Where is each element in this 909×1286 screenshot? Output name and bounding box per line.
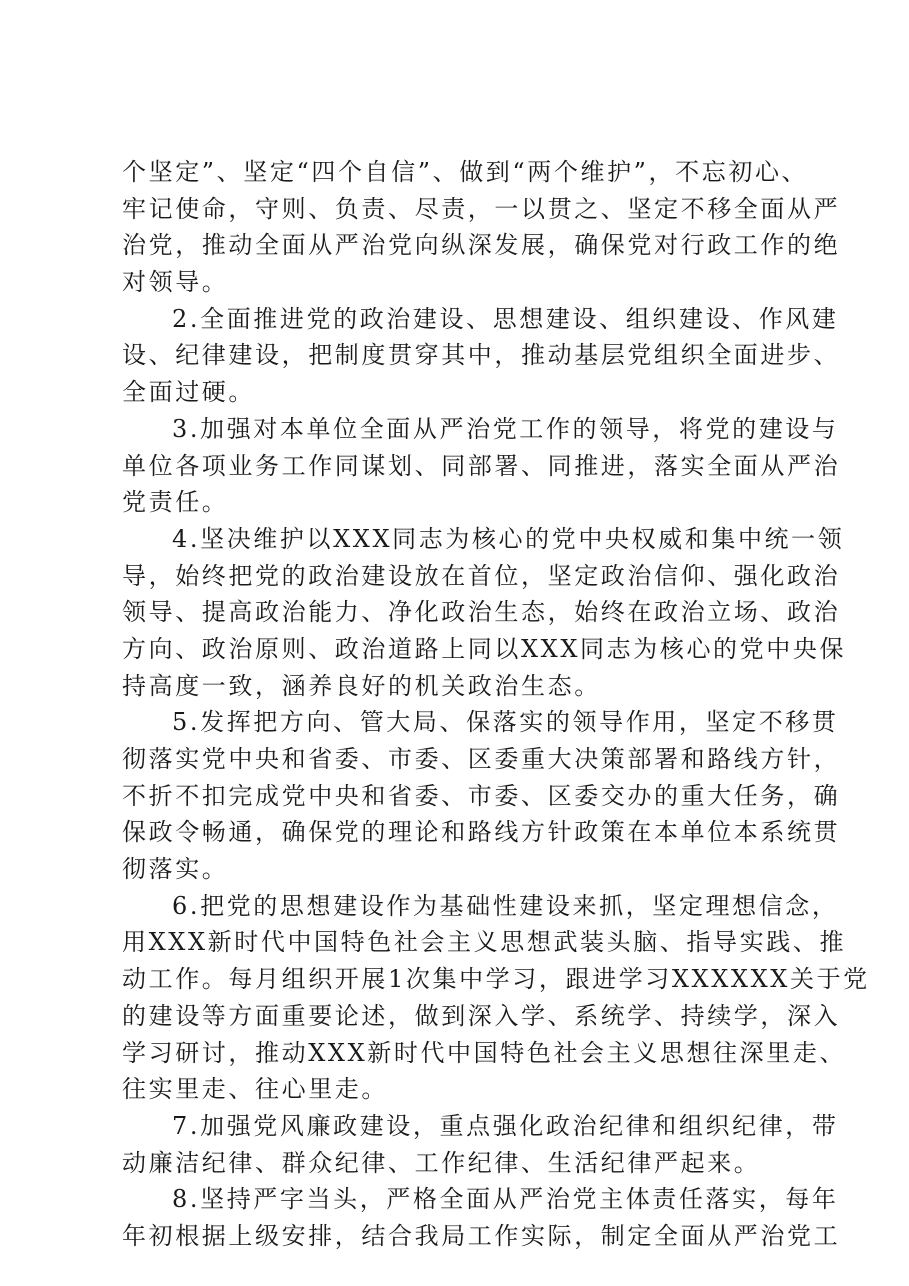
paragraph-start-line: 8.坚持严字当头，严格全面从严治党主体责任落实，每年 bbox=[172, 1185, 839, 1214]
paragraph-start-line: 4.坚决维护以XXX同志为核心的党中央权威和集中统一领 bbox=[172, 524, 845, 553]
paragraph-start-line: 5.发挥把方向、管大局、保落实的领导作用，坚定不移贯 bbox=[172, 708, 839, 737]
text-line: 用XXX新时代中国特色社会主义思想武装头脑、指导实践、推 bbox=[122, 928, 847, 957]
text-line: 动廉洁纪律、群众纪律、工作纪律、生活纪律严起来。 bbox=[122, 1148, 761, 1177]
text-line: 彻落实党中央和省委、市委、区委重大决策部署和路线方针， bbox=[122, 745, 841, 773]
text-line: 保政令畅通，确保党的理论和路线方针政策在本单位本系统贯 bbox=[122, 818, 841, 847]
text-line: 对领导。 bbox=[122, 268, 229, 297]
text-line: 个坚定”、坚定“四个自信”、做到“两个维护”，不忘初心、 bbox=[122, 158, 809, 186]
text-line: 设、纪律建设，把制度贯穿其中，推动基层党组织全面进步、 bbox=[122, 341, 841, 370]
text-line: 全面过硬。 bbox=[122, 378, 255, 407]
text-line: 持高度一致，涵养良好的机关政治生态。 bbox=[122, 671, 601, 700]
paragraph-start-line: 2.全面推进党的政治建设、思想建设、组织建设、作风建 bbox=[172, 304, 839, 333]
text-line: 导，始终把党的政治建设放在首位，坚定政治信仰、强化政治 bbox=[122, 561, 841, 590]
text-line: 学习研讨，推动XXX新时代中国特色社会主义思想往深里走、 bbox=[122, 1038, 847, 1067]
document-body bbox=[122, 154, 870, 1255]
text-line: 治党，推动全面从严治党向纵深发展，确保党对行政工作的绝 bbox=[122, 231, 841, 260]
paragraph-start-line: 3.加强对本单位全面从严治党工作的领导，将党的建设与 bbox=[172, 414, 839, 443]
text-line: 领导、提高政治能力、净化政治生态，始终在政治立场、政治 bbox=[122, 598, 841, 627]
text-line: 动工作。每月组织开展1次集中学习，跟进学习XXXXXX关于党 bbox=[122, 965, 870, 994]
text-line: 单位各项业务工作同谋划、同部署、同推进，落实全面从严治 bbox=[122, 451, 841, 480]
text-line: 党责任。 bbox=[122, 488, 229, 517]
text-line: 牢记使命，守则、负责、尽责，一以贯之、坚定不移全面从严 bbox=[122, 194, 841, 223]
text-line: 方向、政治原则、政治道路上同以XXX同志为核心的党中央保 bbox=[122, 634, 847, 663]
text-line: 的建设等方面重要论述，做到深入学、系统学、持续学，深入 bbox=[122, 1001, 841, 1030]
text-line: 年初根据上级安排，结合我局工作实际，制定全面从严治党工 bbox=[122, 1221, 841, 1250]
paragraph-start-line: 7.加强党风廉政建设，重点强化政治纪律和组织纪律，带 bbox=[172, 1111, 839, 1140]
text-line: 不折不扣完成党中央和省委、市委、区委交办的重大任务，确 bbox=[122, 781, 841, 810]
paragraph-start-line: 6.把党的思想建设作为基础性建设来抓，坚定理想信念， bbox=[172, 891, 839, 920]
text-line: 彻落实。 bbox=[122, 855, 229, 884]
text-line: 往实里走、往心里走。 bbox=[122, 1075, 388, 1104]
